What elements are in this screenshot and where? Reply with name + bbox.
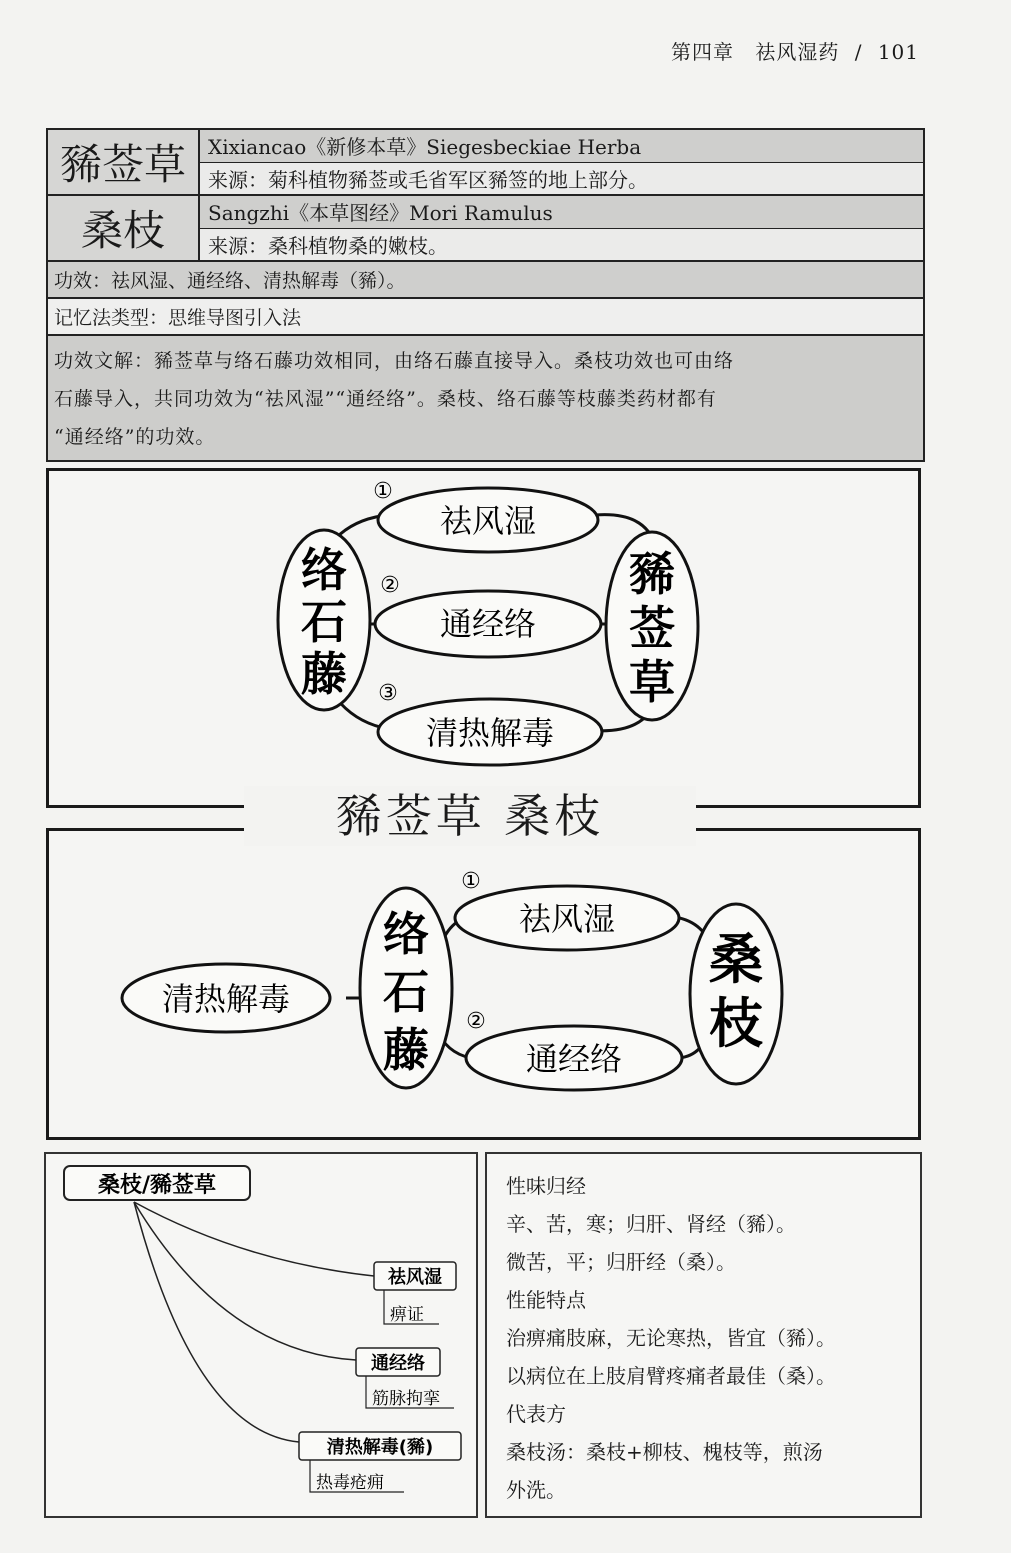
node-char: 络 bbox=[301, 543, 347, 597]
diagram-bottom bbox=[46, 828, 921, 1138]
node-char: 石 bbox=[301, 595, 347, 649]
sub-label: 痹证 bbox=[390, 1305, 424, 1325]
item-number: ① bbox=[461, 869, 481, 894]
diagram-top bbox=[46, 468, 921, 808]
node-label: 清热解毒 bbox=[161, 980, 291, 1018]
memory-type-row: 记忆法类型：思维导图引入法 bbox=[48, 299, 923, 336]
herb-name: 桑枝 bbox=[48, 196, 200, 260]
node-char: 络 bbox=[383, 907, 429, 961]
item-label: 祛风湿 bbox=[439, 502, 537, 540]
diagram-title: 豨莶草 桑枝 bbox=[244, 786, 696, 846]
node-char: 藤 bbox=[383, 1023, 429, 1077]
heading-taste-meridian: 性味归经 bbox=[506, 1174, 586, 1198]
branch-line bbox=[134, 1202, 299, 1442]
explanation-line: 石藤导入，共同功效为“祛风湿”“通经络”。桑枝、络石藤等枝藤类药材都有 bbox=[54, 388, 717, 410]
sub-label: 热毒疮痈 bbox=[316, 1473, 384, 1493]
herb-source-line: 来源：桑科植物桑的嫩枝。 bbox=[200, 229, 923, 261]
mindmap bbox=[44, 1152, 478, 1518]
herb-source-line: 来源：菊科植物豨莶或毛省军区豨签的地上部分。 bbox=[200, 163, 923, 195]
efficacy-row: 功效：祛风湿、通经络、清热解毒（豨）。 bbox=[48, 262, 923, 299]
separator: / bbox=[854, 40, 863, 64]
herb-name: 豨莶草 bbox=[48, 130, 200, 194]
page-number: 101 bbox=[877, 40, 919, 64]
item-number: ① bbox=[373, 479, 393, 504]
explanation-line: “通经络”的功效。 bbox=[54, 426, 216, 448]
property-line: 以病位在上肢肩臂疼痛者最佳（桑）。 bbox=[506, 1364, 836, 1388]
herb-info-table bbox=[46, 128, 925, 462]
item-number: ② bbox=[466, 1009, 486, 1034]
branch-label: 通经络 bbox=[371, 1353, 425, 1374]
item-label: 祛风湿 bbox=[518, 900, 616, 938]
branch-line bbox=[134, 1202, 356, 1360]
property-line: 治痹痛肢麻，无论寒热，皆宜（豨）。 bbox=[506, 1326, 836, 1350]
node-char: 枝 bbox=[709, 992, 763, 1055]
node-char: 豨 bbox=[629, 547, 675, 601]
node-char: 莶 bbox=[629, 601, 675, 655]
node-char: 桑 bbox=[709, 928, 763, 991]
explanation-line: 功效文解：豨莶草与络石藤功效相同，由络石藤直接导入。桑枝功效也可由络 bbox=[54, 350, 735, 372]
section-label: 祛风湿药 bbox=[755, 40, 840, 64]
branch-line bbox=[134, 1202, 374, 1276]
heading-characteristics: 性能特点 bbox=[506, 1288, 586, 1312]
herb-row-xixiancao bbox=[48, 130, 923, 196]
node-char: 藤 bbox=[301, 647, 347, 701]
node-char: 草 bbox=[629, 655, 675, 709]
explanation-row bbox=[48, 336, 923, 460]
chapter-label: 第四章 bbox=[670, 40, 734, 64]
heading-formula: 代表方 bbox=[506, 1402, 566, 1426]
herb-row-sangzhi bbox=[48, 196, 923, 262]
property-line: 辛、苦，寒；归肝、肾经（豨）。 bbox=[506, 1212, 796, 1236]
item-label: 通经络 bbox=[525, 1040, 623, 1078]
mindmap-root: 桑枝/豨莶草 bbox=[97, 1173, 217, 1198]
running-head bbox=[671, 36, 919, 65]
branch-label: 祛风湿 bbox=[388, 1267, 442, 1288]
node-char: 石 bbox=[383, 965, 429, 1019]
herb-pinyin-line: Sangzhi《本草图经》Mori Ramulus bbox=[200, 196, 923, 229]
branch-label: 清热解毒(豨) bbox=[326, 1437, 434, 1458]
item-label: 清热解毒 bbox=[425, 714, 555, 752]
property-line: 桑枝汤：桑枝+柳枝、槐枝等，煎汤 bbox=[506, 1440, 823, 1464]
item-label: 通经络 bbox=[439, 605, 537, 643]
item-number: ② bbox=[380, 573, 400, 598]
property-line: 微苦，平；归肝经（桑）。 bbox=[506, 1250, 736, 1274]
sub-label: 筋脉拘挛 bbox=[372, 1389, 440, 1409]
herb-pinyin-line: Xixiancao《新修本草》Siegesbeckiae Herba bbox=[200, 130, 923, 163]
property-line: 外洗。 bbox=[506, 1478, 566, 1502]
item-number: ③ bbox=[378, 681, 398, 706]
